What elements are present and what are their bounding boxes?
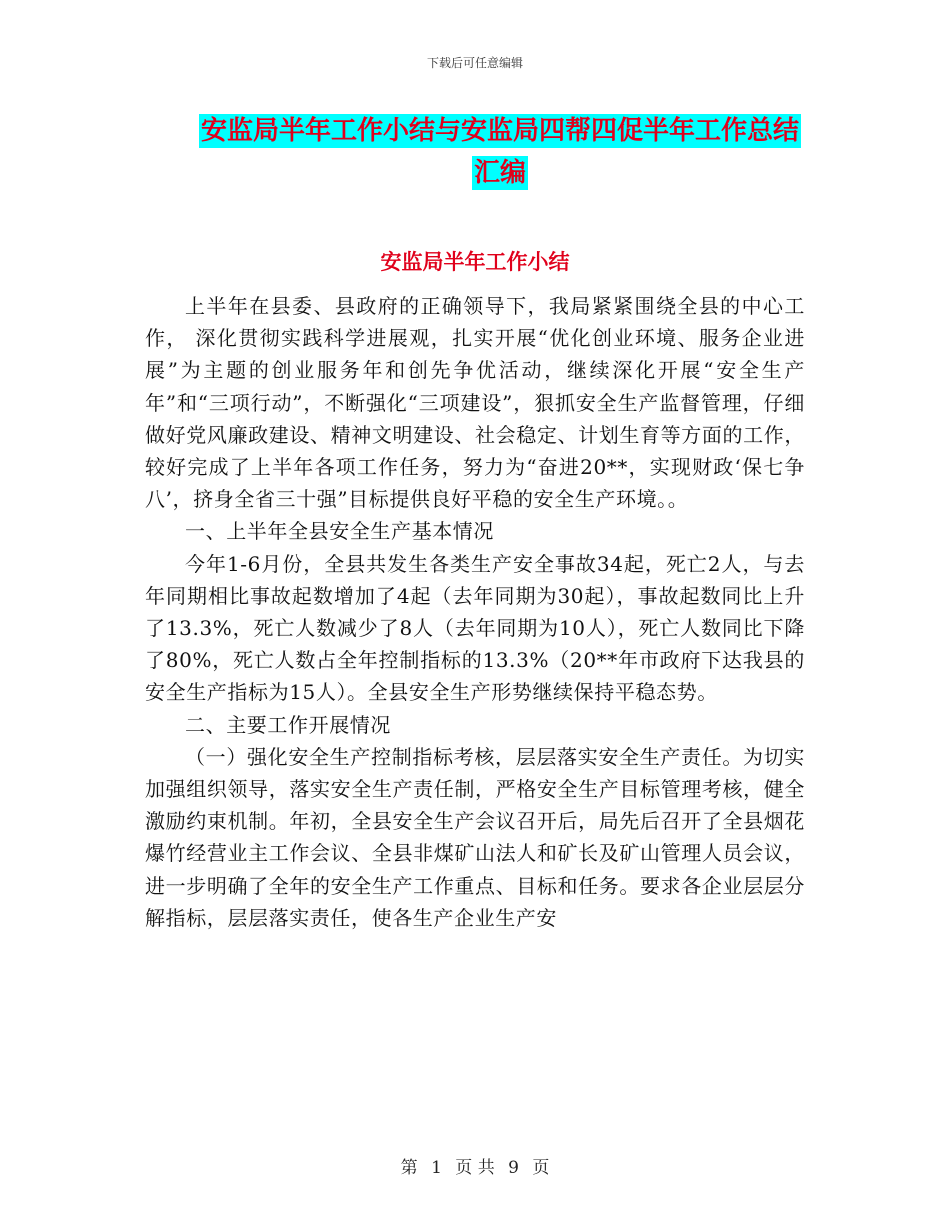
footer-suffix: 页 — [532, 1158, 550, 1178]
footer-mid: 页 共 — [455, 1158, 495, 1178]
paragraph-intro: 上半年在县委、县政府的正确领导下，我局紧紧围绕全县的中心工作， 深化贯彻实践科学进展观，扎实开展“优化创业环境、服务企业进展”为主题的创业服务年和创先争优活动，继续深化开展“安全生产年”和“三项行动”，不断强化“三项建设”，狠抓安全生产监督管理，仔细做好党风廉政建设、精神文明建设、社会稳定、计划生育等方面的工作，较好完成了上半年各项工作任务，努力为“奋进20**，实现财政‘保七争八’，挤身全省三十强”目标提供良好平稳的安全生产环境。。 — [145, 294, 805, 512]
heading-section-2: 二、主要工作开展情况 — [185, 712, 391, 737]
document-body — [145, 290, 805, 934]
heading-section-1: 一、上半年全县安全生产基本情况 — [185, 519, 494, 544]
paragraph-statistics: 今年1-6月份，全县共发生各类生产安全事故34起，死亡2人，与去年同期相比事故起数增加了4起（去年同期为30起），事故起数同比上升了13.3%，死亡人数减少了8人（去年同期为10人），死亡人数同比下降了80%，死亡人数占全年控制指标的13.3%（20**年市政府下达我县的安全生产指标为15人）。全县安全生产形势继续保持平稳态势。 — [145, 551, 805, 705]
footer-prefix: 第 — [400, 1158, 418, 1178]
footer-current-page: 1 — [431, 1158, 442, 1178]
title-line-2: 汇编 — [473, 158, 526, 188]
title-line-1: 安监局半年工作小结与安监局四帮四促半年工作总结 — [200, 116, 799, 146]
header-note: 下载后可任意编辑 — [426, 56, 523, 70]
paragraph-responsibility: （一）强化安全生产控制指标考核，层层落实安全生产责任。为切实加强组织领导，落实安全生产责任制，严格安全生产目标管理考核，健全激励约束机制。年初，全县安全生产会议召开后，局先后召开了全县烟花爆竹经营业主工作会议、全县非煤矿山法人和矿长及矿山管理人员会议，进一步明确了全年的安全生产工作重点、目标和任务。要求各企业层层分解指标，层层落实责任，使各生产企业生产安 — [145, 744, 805, 930]
page-footer — [0, 1153, 950, 1178]
footer-total-pages: 9 — [508, 1158, 519, 1178]
section-title: 安监局半年工作小结 — [380, 250, 570, 274]
document-title — [120, 110, 880, 194]
